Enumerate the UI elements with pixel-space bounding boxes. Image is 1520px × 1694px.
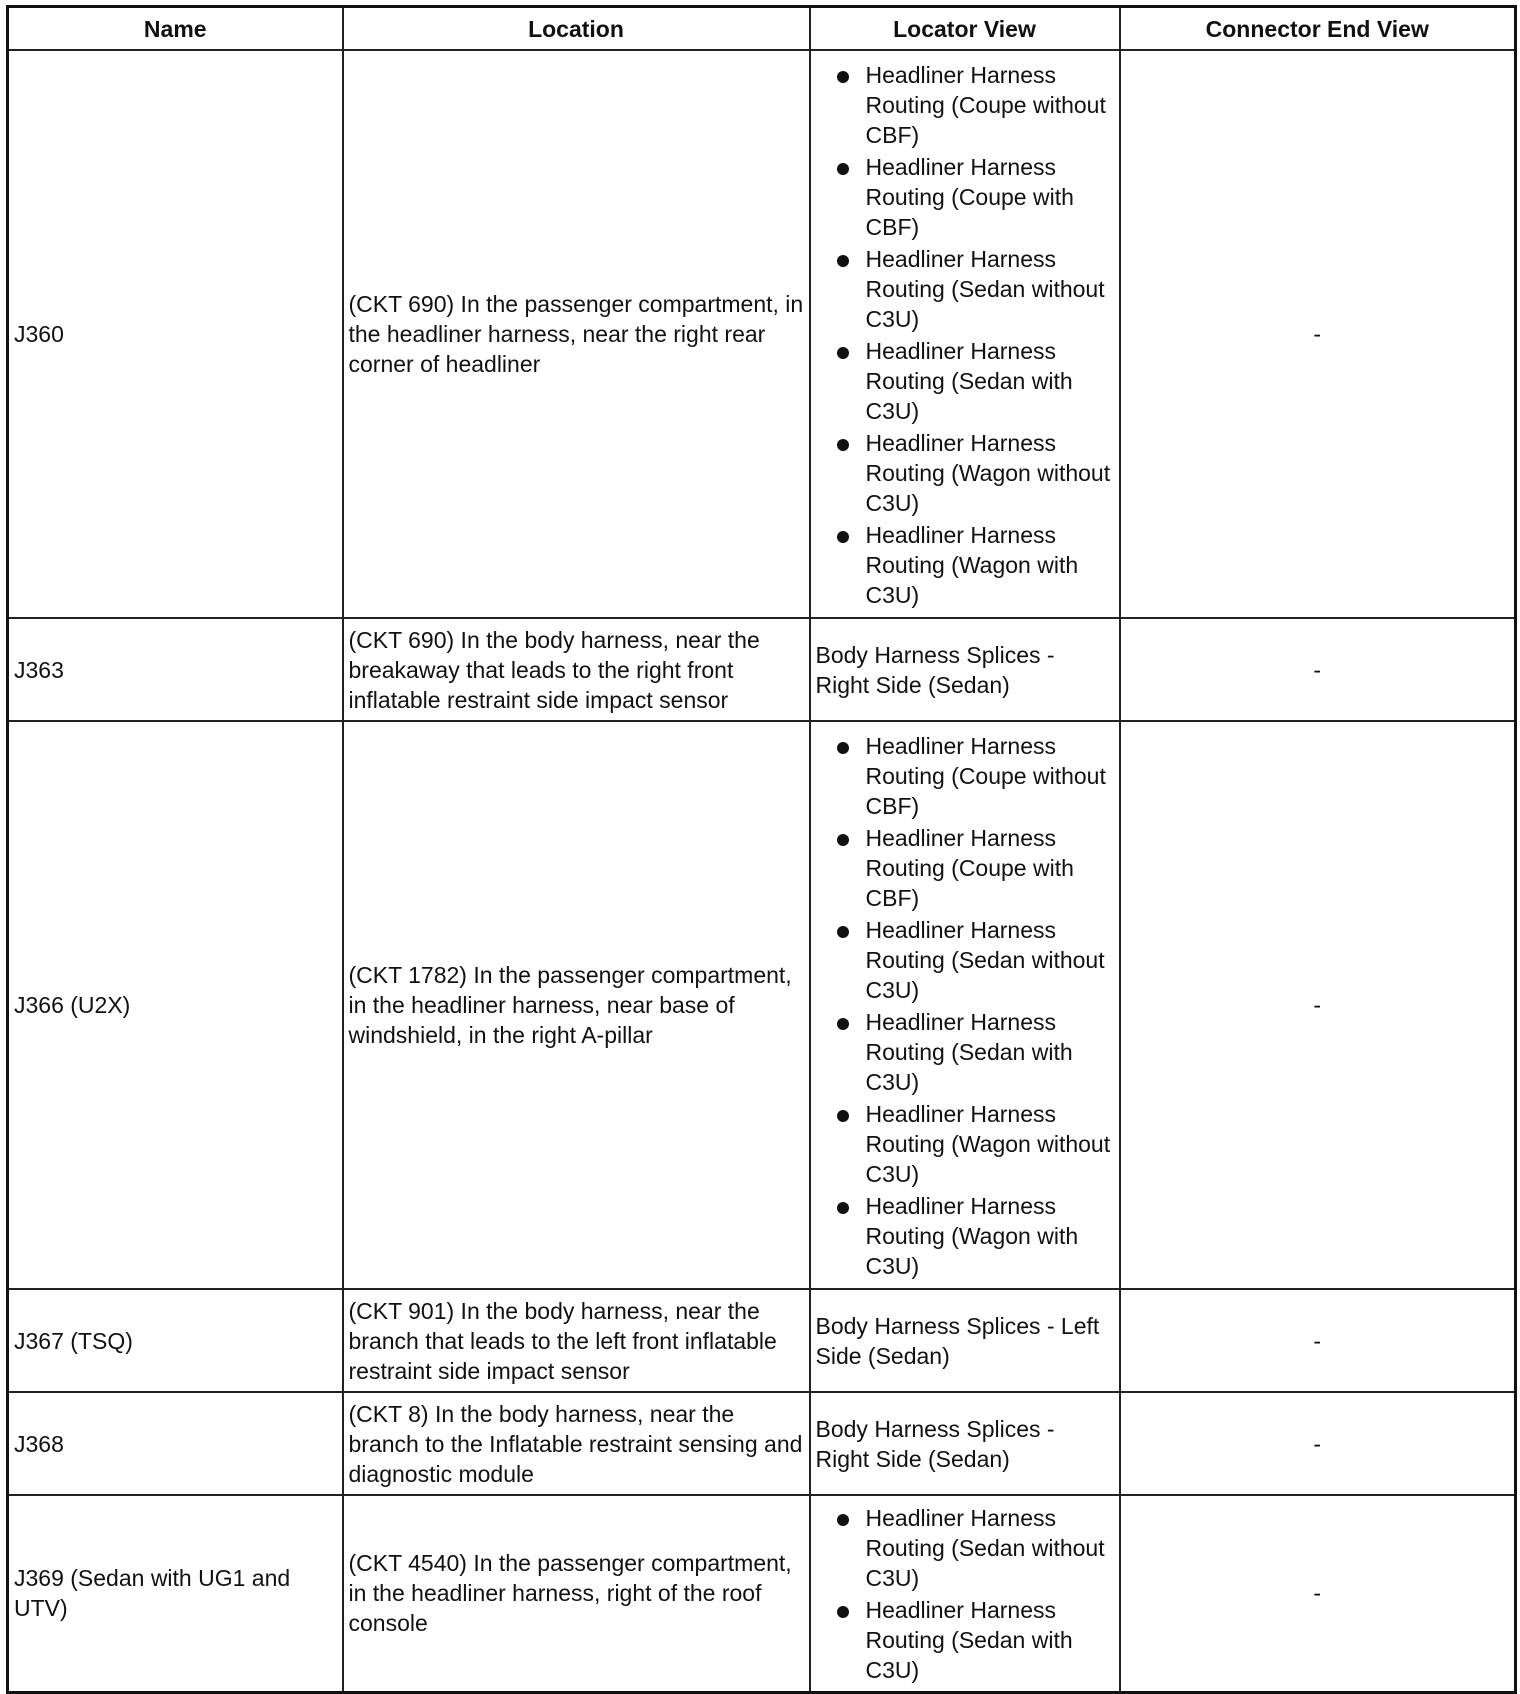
bullet-icon xyxy=(837,163,849,175)
cell-connector-end-view: - xyxy=(1120,1392,1516,1495)
bullet-icon xyxy=(837,1202,849,1214)
cell-connector-end-view: - xyxy=(1120,1495,1516,1692)
bullet-icon xyxy=(837,834,849,846)
bullet-icon xyxy=(837,1606,849,1618)
locator-item: Headliner Harness Routing (Wagon without C3U) xyxy=(816,428,1114,518)
cell-location: (CKT 1782) In the passenger compartment, in the headliner harness, near base of windshield, in the right A-pillar xyxy=(343,721,810,1289)
header-connector-end-view: Connector End View xyxy=(1120,7,1516,51)
cell-connector-end-view: - xyxy=(1120,1289,1516,1392)
cell-name: J369 (Sedan with UG1 and UTV) xyxy=(8,1495,343,1692)
bullet-icon xyxy=(837,347,849,359)
bullet-icon xyxy=(837,439,849,451)
locator-item: Headliner Harness Routing (Sedan without C3U) xyxy=(816,244,1114,334)
cell-locator-view xyxy=(810,1495,1120,1692)
cell-connector-end-view: - xyxy=(1120,50,1516,618)
locator-item: Headliner Harness Routing (Sedan without C3U) xyxy=(816,915,1114,1005)
locator-item: Headliner Harness Routing (Sedan with C3U) xyxy=(816,336,1114,426)
cell-location: (CKT 901) In the body harness, near the branch that leads to the left front inflatable restraint side impact sensor xyxy=(343,1289,810,1392)
bullet-icon xyxy=(837,1514,849,1526)
locator-item: Headliner Harness Routing (Wagon with C3U) xyxy=(816,1191,1114,1281)
locator-item: Headliner Harness Routing (Wagon without C3U) xyxy=(816,1099,1114,1189)
locator-list xyxy=(816,60,1114,610)
cell-name: J367 (TSQ) xyxy=(8,1289,343,1392)
bullet-icon xyxy=(837,1018,849,1030)
cell-locator-view xyxy=(810,721,1120,1289)
cell-name: J368 xyxy=(8,1392,343,1495)
table-row xyxy=(8,50,1516,618)
cell-locator-view: Body Harness Splices - Left Side (Sedan) xyxy=(810,1289,1120,1392)
cell-locator-view: Body Harness Splices - Right Side (Sedan) xyxy=(810,618,1120,721)
cell-locator-view xyxy=(810,50,1120,618)
locator-item: Headliner Harness Routing (Sedan with C3U) xyxy=(816,1007,1114,1097)
table-row xyxy=(8,1289,1516,1392)
cell-location: (CKT 690) In the body harness, near the breakaway that leads to the right front inflatable restraint side impact sensor xyxy=(343,618,810,721)
cell-location: (CKT 690) In the passenger compartment, in the headliner harness, near the right rear corner of headliner xyxy=(343,50,810,618)
locator-item: Headliner Harness Routing (Coupe with CBF) xyxy=(816,823,1114,913)
header-name: Name xyxy=(8,7,343,51)
table-row xyxy=(8,618,1516,721)
table-row xyxy=(8,1392,1516,1495)
locator-item: Headliner Harness Routing (Coupe without CBF) xyxy=(816,60,1114,150)
table-row xyxy=(8,721,1516,1289)
cell-name: J363 xyxy=(8,618,343,721)
cell-connector-end-view: - xyxy=(1120,618,1516,721)
bullet-icon xyxy=(837,742,849,754)
locator-item: Headliner Harness Routing (Sedan without C3U) xyxy=(816,1503,1114,1593)
locator-item: Headliner Harness Routing (Sedan with C3U) xyxy=(816,1595,1114,1685)
cell-location: (CKT 8) In the body harness, near the branch to the Inflatable restraint sensing and diagnostic module xyxy=(343,1392,810,1495)
header-location: Location xyxy=(343,7,810,51)
cell-locator-view: Body Harness Splices - Right Side (Sedan) xyxy=(810,1392,1120,1495)
table-row xyxy=(8,1495,1516,1692)
cell-location: (CKT 4540) In the passenger compartment, in the headliner harness, right of the roof console xyxy=(343,1495,810,1692)
bullet-icon xyxy=(837,255,849,267)
bullet-icon xyxy=(837,71,849,83)
cell-connector-end-view: - xyxy=(1120,721,1516,1289)
bullet-icon xyxy=(837,531,849,543)
header-row xyxy=(8,7,1516,51)
header-locator-view: Locator View xyxy=(810,7,1120,51)
cell-name: J366 (U2X) xyxy=(8,721,343,1289)
bullet-icon xyxy=(837,1110,849,1122)
locator-item: Headliner Harness Routing (Coupe without CBF) xyxy=(816,731,1114,821)
splice-table xyxy=(6,5,1517,1694)
locator-list xyxy=(816,731,1114,1281)
locator-list xyxy=(816,1503,1114,1685)
cell-name: J360 xyxy=(8,50,343,618)
bullet-icon xyxy=(837,926,849,938)
locator-item: Headliner Harness Routing (Wagon with C3U) xyxy=(816,520,1114,610)
locator-item: Headliner Harness Routing (Coupe with CBF) xyxy=(816,152,1114,242)
